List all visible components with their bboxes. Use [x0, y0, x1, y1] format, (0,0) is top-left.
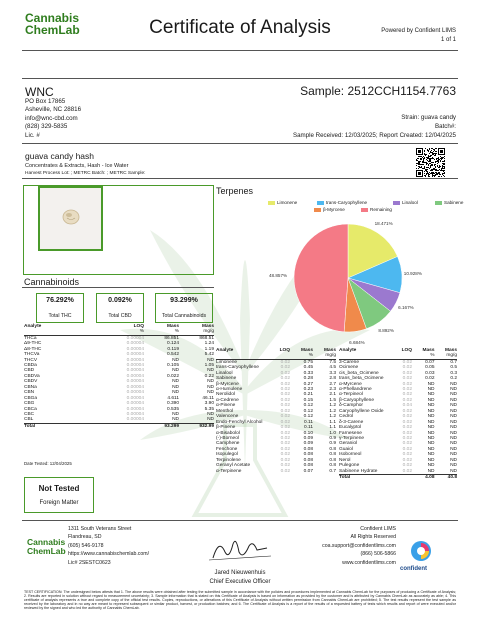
terp-row-right: Nerol 0.02 ND ND [339, 457, 457, 463]
legend-item[interactable] [393, 200, 418, 205]
terp-row-left: Valencene 0.02 0.12 1.2 [216, 414, 336, 420]
terp-row-left: α-Terpinene 0.02 0.07 0.7 [216, 468, 336, 474]
terp-total-row: Total 4.08 40.8 [339, 474, 457, 480]
terpene-table-right [339, 348, 457, 480]
terp-row-right: Pulegone 0.02 ND ND [339, 463, 457, 469]
legend-item[interactable] [361, 207, 392, 212]
table-row: Δ9-THC 0.00004 0.124 1.24 [24, 341, 214, 347]
legend-swatch [435, 201, 442, 205]
sample-info: Strain: guava candy Batch#: Sample Received: 12/03/2025; Report Created: 12/04/2025 [292, 114, 456, 139]
table-row: CBD 0.00004 ND ND [24, 368, 214, 374]
page-title: Certificate of Analysis [149, 17, 331, 38]
legend-swatch [317, 201, 324, 205]
terp-row-left: Camphene 0.02 0.09 0.9 [216, 441, 336, 447]
terp-row-left: Sabinene 0.02 0.28 2.8 [216, 376, 336, 382]
terp-row-right: cis_beta_Ocimene 0.02 0.03 0.3 [339, 370, 457, 376]
pie-slice-label: 6.684% [349, 339, 365, 345]
table-row: CBL 0.00004 ND ND [24, 417, 214, 423]
terp-row-left: Limonene 0.02 0.75 7.5 [216, 359, 336, 365]
cannabinoids-table [24, 324, 214, 429]
terp-row-left: β-Pinene 0.02 0.11 1.1 [216, 425, 336, 431]
table-row: CBC 0.00004 ND ND [24, 411, 214, 417]
client-email: info@wnc-cbd.com [25, 114, 78, 122]
legend-label: Linalool [402, 200, 418, 205]
page-number: 1 of 1 [440, 37, 456, 43]
lab-address: 1311 South Veterans Street Flandreau, SD (605) 546-9178 https://www.cannabischemlab.com/ Lic# 2SESTC0623 [68, 526, 150, 566]
date-tested: Date Tested: 12/04/2025 [24, 461, 72, 466]
table-row: CBG 0.00004 0.390 3.90 [24, 401, 214, 407]
pie-slice-label: 48.857% [268, 272, 288, 278]
terp-row-left: Nerolidol 0.02 0.21 2.1 [216, 392, 336, 398]
table-row: Δ8-THC 0.00004 0.119 1.19 [24, 346, 214, 352]
terp-table-header: Analyte LOQ Mass Mass [216, 348, 336, 354]
terp-row-right: δ-Camphor 0.04 ND ND [339, 403, 457, 409]
legend-label: trans-Caryophyllene [326, 200, 368, 205]
not-tested-box: Not Tested Foreign Matter [24, 477, 94, 513]
terp-table-header: Analyte LOQ Mass Mass [339, 348, 457, 354]
legend-swatch [314, 208, 321, 212]
legend-swatch [393, 201, 400, 205]
support-email-link[interactable]: coa.support@confidentlims.com [322, 542, 396, 549]
confident-logo: confident [400, 566, 427, 572]
terp-row-right: α-Myrcene 0.02 ND ND [339, 381, 457, 387]
terp-row-right: 3-Carene 0.02 0.07 0.7 [339, 359, 457, 365]
legend-label: β-Myrcene [323, 207, 345, 212]
sample-photo [38, 186, 103, 251]
terpenes-title: Terpenes [216, 186, 254, 196]
terp-row-right: Farnesene 0.02 ND ND [339, 430, 457, 436]
product-divider [22, 178, 458, 179]
terp-row-left: α-Bisabolol 0.02 0.10 1.0 [216, 430, 336, 436]
legend-item[interactable] [435, 200, 463, 205]
lims-website-link[interactable]: www.confidentlims.com [342, 559, 396, 566]
terp-row-right: δ-3-Carene 0.02 ND ND [339, 419, 457, 425]
signer-title: Chief Executive Officer [209, 579, 271, 585]
legend-item[interactable] [314, 207, 345, 212]
total-cannabinoids-box: 93.299% Total Cannabinoids [155, 293, 213, 323]
legend-swatch [268, 201, 275, 205]
table-row: CBN 0.00004 ND ND [24, 390, 214, 396]
terp-row-left: Geranyl Acetate 0.02 0.08 0.8 [216, 463, 336, 469]
terp-row-left: α-Humulene 0.02 0.23 2.3 [216, 387, 336, 393]
terp-row-left: α-Cedrene 0.02 0.15 1.5 [216, 397, 336, 403]
terp-table-units: % mg/g [216, 353, 336, 359]
client-name: WNC [25, 85, 54, 99]
terp-row-left: trans-Caryophyllene 0.02 0.45 4.5 [216, 365, 336, 371]
table-row: CBNa 0.00004 ND ND [24, 384, 214, 390]
table-row: THCV 0.00004 ND ND [24, 357, 214, 363]
terp-row-left: Terpinolene 0.02 0.08 0.8 [216, 457, 336, 463]
terp-row-left: Fenchone 0.02 0.08 0.8 [216, 446, 336, 452]
cannabinoids-title: Cannabinoids [24, 277, 80, 287]
terp-row-right: α-Terpineol 0.02 ND ND [339, 392, 457, 398]
terp-row-right: Geraniol 0.02 ND ND [339, 441, 457, 447]
signer-name: Jared Nieuwenhuis [214, 570, 266, 576]
terp-row-left: β-Myrcene 0.02 0.27 2.7 [216, 381, 336, 387]
table-total-row: Total 93.299 932.99 [24, 423, 214, 429]
product-name: guava candy hash [25, 151, 94, 161]
terp-row-right: Caryophyllene Oxide 0.02 ND ND [339, 408, 457, 414]
terp-row-right: Isoborneol 0.02 ND ND [339, 452, 457, 458]
table-row: CBDV 0.00004 ND ND [24, 379, 214, 385]
terp-row-right: Eucalyptol 0.02 ND ND [339, 425, 457, 431]
terp-row-left: α-Pinene 0.02 0.12 1.2 [216, 403, 336, 409]
table-row: CBCa 0.00004 0.535 5.35 [24, 406, 214, 412]
table-row: CBDVa 0.00004 0.022 0.22 [24, 373, 214, 379]
legend-swatch [361, 208, 368, 212]
terp-row-left: Isopulegol 0.02 0.08 0.8 [216, 452, 336, 458]
header-divider [22, 50, 458, 51]
powered-by: Powered by Confident LIMS [381, 28, 456, 34]
table-row: CBDa 0.00004 0.105 1.05 [24, 363, 214, 369]
terp-row-right: Sabinene Hydrate 0.02 ND ND [339, 468, 457, 474]
terpene-pie-chart [250, 218, 430, 348]
legend-item[interactable] [268, 200, 297, 205]
product-category: Concentrates & Extracts, Hash - Ice Water [25, 163, 129, 169]
terp-row-left: Linalool 0.02 0.33 3.3 [216, 370, 336, 376]
total-thc-box: 76.292% Total THC [36, 293, 84, 323]
legend-label: Remaining [370, 207, 392, 212]
legend-item[interactable] [317, 200, 367, 205]
table-row: CBGa 0.00004 4.611 46.11 [24, 395, 214, 401]
terp-row-right: β-Caryophyllene 0.02 ND ND [339, 397, 457, 403]
terp-row-right: trans_beta_Ocimene 0.02 0.02 0.2 [339, 376, 457, 382]
footer-brand-logo: Cannabis ChemLab [27, 537, 66, 556]
legend-label: Sabinene [444, 200, 464, 205]
footer-divider [22, 520, 458, 521]
terp-row-right: γ-Terpinene 0.02 ND ND [339, 435, 457, 441]
harvest-lot: Harvest Process Lot: ; METRC Batch: ; METRC Sample: [25, 171, 146, 176]
lab-website-link[interactable]: https://www.cannabischemlab.com/ [68, 551, 150, 558]
table-row: THCa 0.00004 86.851 868.51 [24, 335, 214, 341]
terp-table-units: % mg/g [339, 353, 457, 359]
legend-label: Limonene [277, 200, 298, 205]
total-cbd-box: 0.092% Total CBD [96, 293, 144, 323]
pie-slice-label: 10.928% [403, 271, 422, 277]
terp-row-left: Endo-Fenchyl Alcohol 0.02 0.11 1.1 [216, 419, 336, 425]
client-address: PO Box 17865 Asheville, NC 28816 info@wnc-cbd.com (828) 329-5835 Lic. # [25, 98, 82, 139]
disclaimer: TEST CERTIFICATION: The undersigned below attests that 1. The above results were obtained after testing the submitted sample in accordance with the policies and procedures implemented at Cannabis ChemLab for the purposes of producing a Certificate of Analysis; 2. Results are reported in solution without regard to measurement uncertainty; 3. Sample information that is stated on this Certificate of Analysis is based on information as provided by the customer and is attributed by Cannabis ChemLab as accurately as able; 4. This certificate of analysis represents a true and complete copy of the official test results. Copies, reproductions, or alterations of this Certificate of Analysis without written permission from Cannabis ChemLab are prohibited; 5. The test results represent the test sample as received by the laboratory and in no way are meant to represent subsequent or similar product, harvest, or production batches; and 6. The Certificate of Analysis is a report of the results of a requested battery of tests which results and report of were executed and/or reviewed by the signed and who led the authority of Cannabis ChemLab. [24, 590, 456, 611]
pie-slice-label: 6.167% [398, 304, 414, 310]
terp-row-left: Menthol 0.02 0.12 1.2 [216, 408, 336, 414]
terp-row-right: Cedrol 0.02 ND ND [339, 414, 457, 420]
terp-row-right: Guaiol 0.02 ND ND [339, 446, 457, 452]
signature [205, 530, 275, 570]
table-row: THCVa 0.00004 0.542 5.42 [24, 352, 214, 358]
table-header: Analyte LOQ Mass Mass [24, 324, 214, 330]
terp-row-left: (-)-Borneol 0.02 0.09 0.9 [216, 435, 336, 441]
brand-logo: Cannabis ChemLab [25, 11, 80, 37]
table-units: % % mg/g [24, 329, 214, 335]
pie-slice-label: 18.471% [374, 221, 393, 227]
pie-slice-label: 8.892% [378, 328, 394, 334]
pie-slice [294, 224, 348, 332]
sample-divider [22, 143, 458, 144]
sample-id: Sample: 2512CCH1154.7763 [300, 84, 456, 98]
terp-row-right: Ocimene 0.02 0.05 0.5 [339, 365, 457, 371]
confident-logo-icon [410, 540, 432, 562]
lims-info: Confident LIMS All Rights Reserved coa.support@confidentlims.com (866) 506-5866 www.confidentlims.com [322, 526, 396, 566]
client-divider [22, 78, 458, 79]
terpene-table-left [216, 348, 336, 474]
terp-row-right: α-Phellandrene 0.02 ND ND [339, 387, 457, 393]
qr-code[interactable] [416, 148, 445, 177]
cannabinoids-divider [22, 287, 214, 288]
